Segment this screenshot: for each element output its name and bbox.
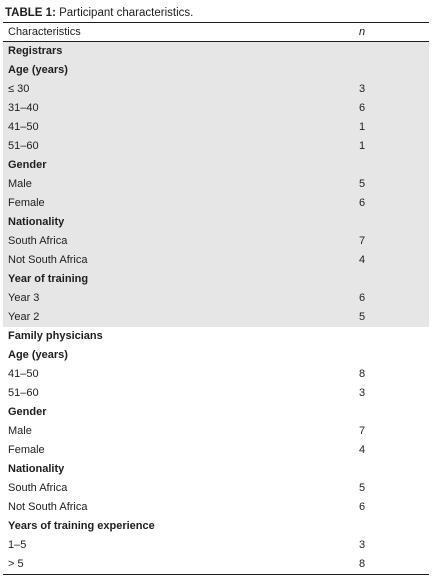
table-row [3,251,429,270]
table-row [3,99,429,118]
section-heading-row [3,61,429,80]
row-value: 4 [359,444,366,456]
table-body [3,42,429,574]
row-label: Year of training [8,273,89,285]
row-label: Female [8,197,45,209]
row-value: 5 [359,311,366,323]
table-row [3,308,429,327]
row-label: Not South Africa [8,254,88,266]
row-label: Years of training experience [8,520,155,532]
section-heading-row [3,517,429,536]
row-label: 31–40 [8,102,39,114]
row-label: > 5 [8,558,24,570]
table-header [3,23,429,41]
row-label: Year 3 [8,292,40,304]
row-label: Age (years) [8,349,68,361]
row-value: 8 [359,558,366,570]
row-label: Male [8,178,32,190]
row-label: Year 2 [8,311,40,323]
table-row [3,384,429,403]
table-row [3,289,429,308]
table-row [3,118,429,137]
row-value: 7 [359,235,366,247]
section-heading-row [3,42,429,61]
table-row [3,441,429,460]
table-row [3,422,429,441]
table-row [3,365,429,384]
row-label: Registrars [8,45,63,57]
caption-label: TABLE 1: [5,7,56,19]
row-label: Family physicians [8,330,103,342]
section-heading-row [3,327,429,346]
row-value: 3 [359,83,366,95]
row-value: 4 [359,254,366,266]
row-value: 5 [359,178,366,190]
row-label: Age (years) [8,64,68,76]
row-label: Female [8,444,45,456]
row-label: Nationality [8,216,65,228]
table-row [3,232,429,251]
row-label: Nationality [8,463,65,475]
row-label: Gender [8,159,47,171]
table-row [3,175,429,194]
row-value: 1 [359,140,366,152]
row-value: 7 [359,425,366,437]
section-heading-row [3,403,429,422]
header-characteristics: Characteristics [8,26,81,38]
table-row [3,555,429,574]
row-label: South Africa [8,235,68,247]
row-value: 3 [359,387,366,399]
row-value: 6 [359,102,366,114]
row-label: Not South Africa [8,501,88,513]
header-n: n [359,26,366,38]
caption-text: Participant characteristics. [55,7,194,19]
bottom-rule [3,574,429,575]
row-label: Gender [8,406,47,418]
row-label: ≤ 30 [8,83,30,95]
table-row [3,137,429,156]
row-label: 41–50 [8,121,39,133]
row-value: 3 [359,539,366,551]
table-row [3,479,429,498]
row-value: 5 [359,482,366,494]
row-label: 51–60 [8,140,39,152]
section-heading-row [3,213,429,232]
row-label: 1–5 [8,539,27,551]
row-value: 6 [359,292,366,304]
row-value: 6 [359,501,366,513]
section-heading-row [3,346,429,365]
table-row [3,80,429,99]
row-label: 51–60 [8,387,39,399]
table-row [3,194,429,213]
row-label: South Africa [8,482,68,494]
section-heading-row [3,156,429,175]
table-caption [5,6,193,20]
table-row [3,498,429,517]
row-label: Male [8,425,32,437]
row-value: 8 [359,368,366,380]
table-row [3,536,429,555]
section-heading-row [3,270,429,289]
row-value: 1 [359,121,366,133]
row-value: 6 [359,197,366,209]
section-heading-row [3,460,429,479]
row-label: 41–50 [8,368,39,380]
